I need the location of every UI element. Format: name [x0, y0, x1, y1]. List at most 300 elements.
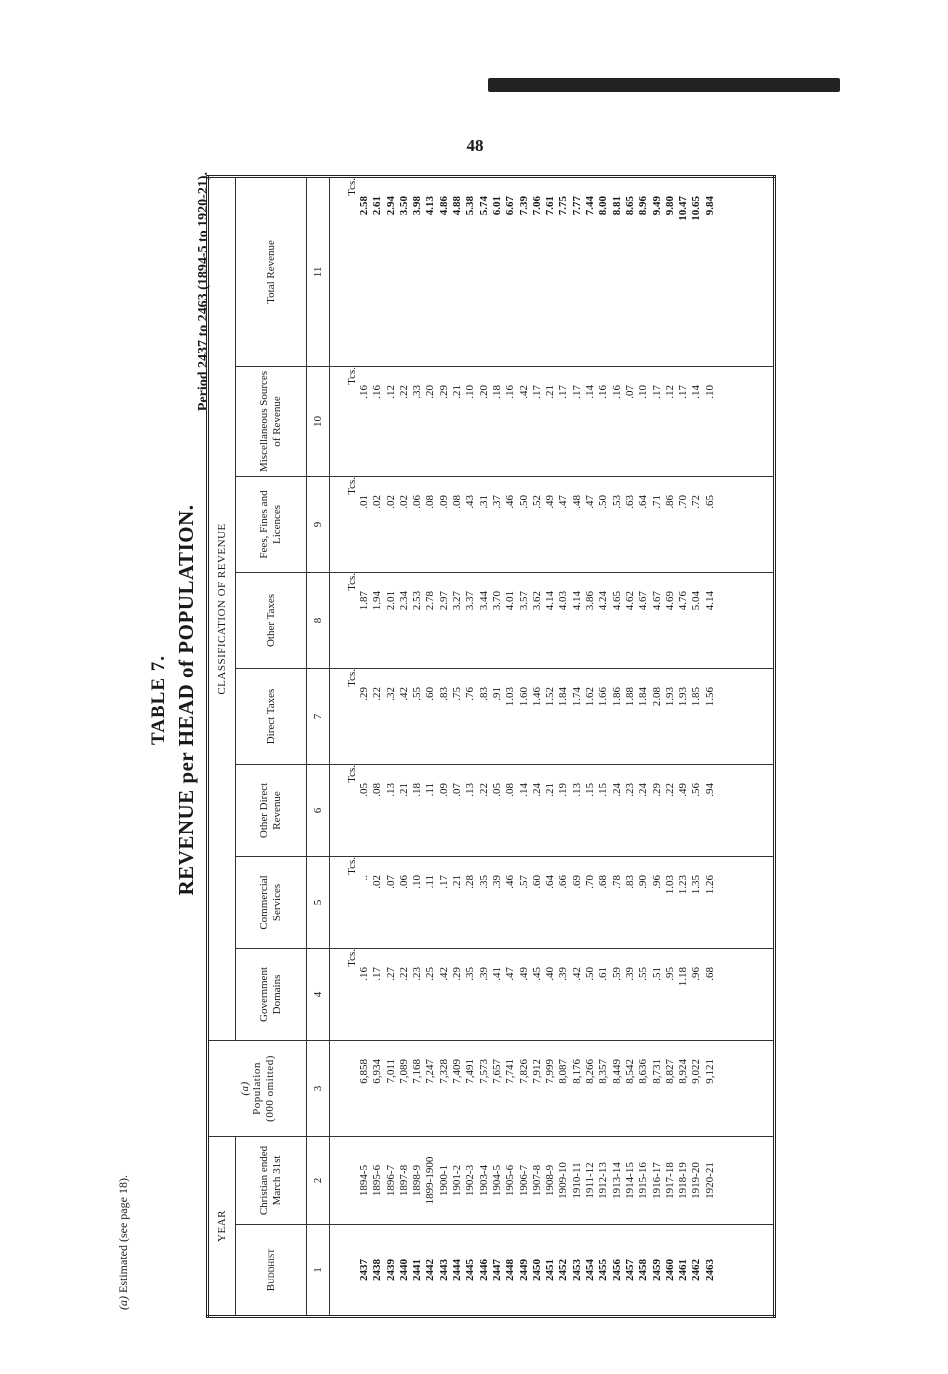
- table-cell: .27: [384, 966, 397, 981]
- table-cell: 2444: [451, 1259, 464, 1281]
- table-cell: 1.87: [358, 590, 370, 611]
- table-cell: .14: [584, 384, 597, 399]
- table-cell: 8.65: [623, 195, 636, 216]
- table-cell: 7,247: [424, 1058, 437, 1084]
- table-cell: .70: [584, 874, 597, 889]
- table-title: REVENUE per HEAD of POPULATION.: [174, 504, 198, 896]
- table-cell: .75: [451, 686, 464, 701]
- table-cell: .42: [437, 966, 450, 981]
- table-cell: .02: [371, 494, 384, 509]
- table-cell: 8,266: [584, 1058, 597, 1084]
- table-cell: .22: [397, 966, 410, 981]
- table-cell: 8,827: [663, 1058, 676, 1084]
- christian-header: Christian ended March 31st: [236, 1136, 307, 1224]
- table-cell: .17: [557, 384, 570, 399]
- table-cell: 1910-11: [570, 1162, 583, 1199]
- table-cell: .59: [610, 966, 623, 981]
- table-cell: .12: [663, 384, 676, 399]
- table-cell: 2.97: [437, 590, 450, 611]
- table-cell: ..: [358, 874, 370, 881]
- table-cell: .18: [411, 782, 424, 797]
- col-number: 2: [307, 1136, 330, 1224]
- table-cell: .83: [623, 874, 636, 889]
- table-cell: 1.94: [371, 590, 384, 611]
- table-cell: 1904-5: [490, 1164, 503, 1197]
- table-cell: .16: [358, 966, 370, 981]
- table-cell: 1905-6: [504, 1164, 517, 1197]
- table-cell: 6,858: [358, 1058, 370, 1084]
- table-cell: 1.66: [597, 686, 610, 707]
- table-cell: .91: [490, 686, 503, 701]
- table-cell: .18: [490, 384, 503, 399]
- table-cell: .10: [637, 384, 650, 399]
- table-cell: 8,087: [557, 1058, 570, 1084]
- table-cell: .12: [384, 384, 397, 399]
- table-cell: .45: [530, 966, 543, 981]
- table-cell: 1.26: [703, 874, 716, 895]
- table-cell: 1906-7: [517, 1164, 530, 1197]
- footnote-text: Estimated (see page 18).: [116, 1175, 130, 1293]
- table-cell: 7,168: [411, 1058, 424, 1084]
- table-cell: 2454: [584, 1259, 597, 1281]
- col-number: 7: [307, 668, 330, 764]
- table-cell: 1901-2: [451, 1164, 464, 1197]
- table-cell: 4.03: [557, 590, 570, 611]
- table-cell: .60: [424, 686, 437, 701]
- table-cell: .29: [650, 782, 663, 797]
- table-cell: 1908-9: [544, 1164, 557, 1197]
- table-cell: 4.62: [623, 590, 636, 611]
- table-cell: 1.86: [610, 686, 623, 707]
- table-cell: .17: [650, 384, 663, 399]
- population-unit: (000 omitted): [263, 1055, 276, 1122]
- table-cell: .76: [464, 686, 477, 701]
- classification-group-header: CLASSIFICATION OF REVENUE: [208, 176, 236, 1040]
- table-cell: 1909-10: [557, 1162, 570, 1199]
- table-cell: .16: [610, 384, 623, 399]
- table-cell: 3.86: [584, 590, 597, 611]
- table-cell: .16: [371, 384, 384, 399]
- table-cell: 4.76: [677, 590, 690, 611]
- table-cell: .35: [464, 966, 477, 981]
- table-cell: 1897-8: [397, 1164, 410, 1197]
- table-cell: 2.58: [358, 195, 370, 216]
- table-cell: .10: [703, 384, 716, 399]
- table-cell: .17: [570, 384, 583, 399]
- table-cell: 3.27: [451, 590, 464, 611]
- population-column: [358, 1041, 717, 1136]
- col-number: 8: [307, 572, 330, 668]
- table-cell: 7,011: [384, 1058, 397, 1084]
- table-cell: 4.88: [451, 195, 464, 216]
- table-cell: .49: [677, 782, 690, 797]
- table-cell: 3.62: [530, 590, 543, 611]
- table-cell: .16: [358, 384, 370, 399]
- table-cell: 1.84: [637, 686, 650, 707]
- unit-label: Tcs.: [330, 572, 359, 668]
- table-cell: 2441: [411, 1259, 424, 1281]
- table-cell: 2447: [490, 1259, 503, 1281]
- top-header-bar: [488, 78, 840, 92]
- table-cell: 1.35: [690, 874, 703, 895]
- table-cell: 8,357: [597, 1058, 610, 1084]
- table-cell: .21: [544, 384, 557, 399]
- table-cell: .64: [544, 874, 557, 889]
- table-cell: 4.65: [610, 590, 623, 611]
- table-cell: .90: [637, 874, 650, 889]
- table-cell: 5.04: [690, 590, 703, 611]
- table-cell: .29: [451, 966, 464, 981]
- table-cell: 1.74: [570, 686, 583, 707]
- table-cell: 2456: [610, 1259, 623, 1281]
- table-cell: 1.23: [677, 874, 690, 895]
- population-mark: (a): [238, 1081, 251, 1096]
- table-cell: 3.50: [397, 195, 410, 216]
- table-cell: .17: [677, 384, 690, 399]
- table-cell: 4.14: [703, 590, 716, 611]
- table-cell: 7.06: [530, 195, 543, 216]
- table-cell: 1895-6: [371, 1164, 384, 1197]
- table-cell: 1899-1900: [424, 1156, 437, 1205]
- table-cell: .16: [597, 384, 610, 399]
- table-cell: 7,826: [517, 1058, 530, 1084]
- table-cell: .14: [517, 782, 530, 797]
- table-cell: 2.08: [650, 686, 663, 707]
- table-cell: 4.86: [437, 195, 450, 216]
- table-cell: .56: [690, 782, 703, 797]
- table-cell: .21: [451, 874, 464, 889]
- table-cell: 4.67: [650, 590, 663, 611]
- table-cell: 8,176: [570, 1058, 583, 1084]
- table-cell: 2.53: [411, 590, 424, 611]
- table-cell: .53: [610, 494, 623, 509]
- table-cell: .50: [517, 494, 530, 509]
- table-cell: .10: [411, 874, 424, 889]
- data-body-row: [358, 176, 775, 1316]
- table-cell: .29: [358, 686, 370, 701]
- table-cell: .13: [464, 782, 477, 797]
- table-cell: 1898-9: [411, 1164, 424, 1197]
- table-cell: 8,449: [610, 1058, 623, 1084]
- table-cell: .68: [703, 966, 716, 981]
- table-cell: 2452: [557, 1259, 570, 1281]
- table-cell: .49: [544, 494, 557, 509]
- table-cell: 4.14: [570, 590, 583, 611]
- table-cell: .46: [504, 874, 517, 889]
- table-cell: 1894-5: [358, 1164, 370, 1197]
- table-cell: 2445: [464, 1259, 477, 1281]
- table-cell: 1.60: [517, 686, 530, 707]
- table-cell: .51: [650, 966, 663, 981]
- table-cell: 2448: [504, 1259, 517, 1281]
- table-cell: .31: [477, 494, 490, 509]
- table-cell: .78: [610, 874, 623, 889]
- table-cell: 2462: [690, 1259, 703, 1281]
- table-cell: .55: [411, 686, 424, 701]
- other-direct-revenue-header: Other Direct Revenue: [236, 764, 307, 856]
- table-cell: .57: [517, 874, 530, 889]
- table-cell: .01: [358, 494, 370, 509]
- table-cell: 2438: [371, 1259, 384, 1281]
- table-cell: 1.03: [504, 686, 517, 707]
- col-number: 4: [307, 948, 330, 1040]
- table-label: TABLE 7.: [148, 655, 169, 746]
- table-cell: 1.93: [677, 686, 690, 707]
- table-cell: 7.39: [517, 195, 530, 216]
- table-cell: .35: [477, 874, 490, 889]
- table-cell: .33: [411, 384, 424, 399]
- table-cell: 7,491: [464, 1058, 477, 1084]
- table-cell: 9,022: [690, 1058, 703, 1084]
- christian-year-column: [358, 1137, 717, 1224]
- table-cell: .11: [424, 782, 437, 797]
- fees-fines-header: Fees, Fines and Licences: [236, 476, 307, 572]
- unit-row: [330, 176, 359, 1316]
- table-cell: 1919-20: [690, 1162, 703, 1199]
- table-cell: 2463: [703, 1259, 716, 1281]
- table-cell: 1.52: [544, 686, 557, 707]
- year-group-header: YEAR: [208, 1136, 236, 1316]
- table-cell: .65: [703, 494, 716, 509]
- table-cell: 2451: [544, 1259, 557, 1281]
- table-cell: 8,636: [637, 1058, 650, 1084]
- table-cell: 1900-1: [437, 1164, 450, 1197]
- misc-sources-header: Miscellaneous Sources of Revenue: [236, 366, 307, 476]
- table-cell: 5.74: [477, 195, 490, 216]
- table-cell: .10: [464, 384, 477, 399]
- government-domains-header: Government Domains: [236, 948, 307, 1040]
- table-cell: 7,741: [504, 1058, 517, 1084]
- table-cell: 1896-7: [384, 1164, 397, 1197]
- table-cell: 9,121: [703, 1058, 716, 1084]
- government-domains-column: [358, 949, 717, 1040]
- table-cell: 7.61: [544, 195, 557, 216]
- table-cell: 1.03: [663, 874, 676, 895]
- table-cell: 8.00: [597, 195, 610, 216]
- table-cell: .07: [384, 874, 397, 889]
- col-number: 9: [307, 476, 330, 572]
- table-cell: 8.81: [610, 195, 623, 216]
- table-cell: 1.56: [703, 686, 716, 707]
- table-cell: .63: [623, 494, 636, 509]
- table-cell: 1916-17: [650, 1162, 663, 1199]
- table-cell: 3.70: [490, 590, 503, 611]
- table-cell: .83: [477, 686, 490, 701]
- table-cell: .50: [584, 966, 597, 981]
- table-cell: 9.49: [650, 195, 663, 216]
- table-cell: .22: [477, 782, 490, 797]
- population-label: Population: [251, 1062, 264, 1115]
- table-cell: 2437: [358, 1259, 370, 1281]
- col-number: 10: [307, 366, 330, 476]
- table-cell: .02: [397, 494, 410, 509]
- table-cell: .06: [411, 494, 424, 509]
- table-cell: .09: [437, 782, 450, 797]
- table-cell: .15: [597, 782, 610, 797]
- table-cell: 8,731: [650, 1058, 663, 1084]
- unit-label: Tcs.: [330, 668, 359, 764]
- table-cell: .17: [530, 384, 543, 399]
- table-cell: .28: [464, 874, 477, 889]
- table-cell: 3.57: [517, 590, 530, 611]
- table-cell: 1.85: [690, 686, 703, 707]
- other-taxes-header: Other Taxes: [236, 572, 307, 668]
- table-cell: .83: [437, 686, 450, 701]
- table-cell: .39: [477, 966, 490, 981]
- table-cell: .21: [544, 782, 557, 797]
- table-cell: .41: [490, 966, 503, 981]
- table-cell: 1.46: [530, 686, 543, 707]
- table-cell: .20: [477, 384, 490, 399]
- table-cell: 2.34: [397, 590, 410, 611]
- table-cell: .42: [397, 686, 410, 701]
- table-cell: .68: [597, 874, 610, 889]
- table-cell: .69: [570, 874, 583, 889]
- table-cell: .08: [451, 494, 464, 509]
- table-cell: 2458: [637, 1259, 650, 1281]
- table-cell: .24: [637, 782, 650, 797]
- table-cell: .72: [690, 494, 703, 509]
- buddhist-header: Buddhist: [236, 1225, 307, 1317]
- table-cell: .08: [371, 782, 384, 797]
- table-cell: 2443: [437, 1259, 450, 1281]
- table-cell: .96: [650, 874, 663, 889]
- total-revenue-header: Total Revenue: [236, 176, 307, 366]
- table-cell: 4.13: [424, 195, 437, 216]
- footnote: [116, 1010, 131, 1310]
- table-cell: 7,409: [451, 1058, 464, 1084]
- table-cell: 6,934: [371, 1058, 384, 1084]
- table-cell: 2460: [663, 1259, 676, 1281]
- table-cell: 7.75: [557, 195, 570, 216]
- table-cell: 2.01: [384, 590, 397, 611]
- table-cell: 4.01: [504, 590, 517, 611]
- table-cell: .20: [424, 384, 437, 399]
- col-number: 3: [307, 1040, 330, 1136]
- table-cell: 9.80: [663, 195, 676, 216]
- table-cell: 4.24: [597, 590, 610, 611]
- table-cell: .07: [623, 384, 636, 399]
- table-cell: 8,924: [677, 1058, 690, 1084]
- table-cell: .49: [517, 966, 530, 981]
- table-cell: 1.18: [677, 966, 690, 987]
- table-cell: .86: [663, 494, 676, 509]
- table-cell: .13: [384, 782, 397, 797]
- other-taxes-column: [358, 573, 717, 668]
- table-cell: .16: [504, 384, 517, 399]
- table-cell: .64: [637, 494, 650, 509]
- table-cell: .17: [437, 874, 450, 889]
- unit-label: Tcs.: [330, 948, 359, 1040]
- table-cell: 7,328: [437, 1058, 450, 1084]
- table-cell: .50: [597, 494, 610, 509]
- table-cell: .25: [424, 966, 437, 981]
- table-cell: .70: [677, 494, 690, 509]
- table-cell: .22: [663, 782, 676, 797]
- table-cell: .08: [504, 782, 517, 797]
- table-cell: 1915-16: [637, 1162, 650, 1199]
- table-cell: .24: [610, 782, 623, 797]
- table-cell: .11: [424, 874, 437, 889]
- table-cell: 1911-12: [584, 1162, 597, 1199]
- table-cell: 2.78: [424, 590, 437, 611]
- table-cell: 1902-3: [464, 1164, 477, 1197]
- table-cell: 2439: [384, 1259, 397, 1281]
- column-header-row: [236, 176, 307, 1316]
- table-cell: 2453: [570, 1259, 583, 1281]
- footnote-label: (a): [116, 1296, 130, 1310]
- title-block: [148, 490, 199, 910]
- page-number: 48: [466, 136, 484, 155]
- table-cell: 3.37: [464, 590, 477, 611]
- col-number: 11: [307, 176, 330, 366]
- table-cell: 1920-21: [703, 1162, 716, 1199]
- table-cell: .48: [570, 494, 583, 509]
- table-cell: 1903-4: [477, 1164, 490, 1197]
- table-cell: 4.67: [637, 590, 650, 611]
- table-cell: .09: [437, 494, 450, 509]
- table-cell: .14: [690, 384, 703, 399]
- table-cell: 2450: [530, 1259, 543, 1281]
- table-cell: 1914-15: [623, 1162, 636, 1199]
- table-cell: 7.77: [570, 195, 583, 216]
- table-cell: .39: [490, 874, 503, 889]
- table-cell: .71: [650, 494, 663, 509]
- table-cell: 6.01: [490, 195, 503, 216]
- table-cell: 2440: [397, 1259, 410, 1281]
- table-cell: .23: [623, 782, 636, 797]
- group-header-row: [208, 176, 236, 1316]
- table-cell: .95: [663, 966, 676, 981]
- population-header: [208, 1040, 307, 1136]
- table-cell: .29: [437, 384, 450, 399]
- table-cell: 1907-8: [530, 1164, 543, 1197]
- table-cell: .66: [557, 874, 570, 889]
- table-cell: 2.94: [384, 195, 397, 216]
- commercial-services-header: Commercial Services: [236, 856, 307, 948]
- table-cell: .96: [690, 966, 703, 981]
- direct-taxes-header: Direct Taxes: [236, 668, 307, 764]
- table-cell: 10.65: [690, 195, 703, 221]
- table-cell: 7,999: [544, 1058, 557, 1084]
- table-cell: .52: [530, 494, 543, 509]
- col-number: 6: [307, 764, 330, 856]
- unit-label: Tcs.: [330, 176, 359, 366]
- table-cell: 2442: [424, 1259, 437, 1281]
- column-number-row: [307, 176, 330, 1316]
- direct-taxes-column: [358, 669, 717, 764]
- col-number: 1: [307, 1225, 330, 1317]
- table-cell: .60: [530, 874, 543, 889]
- total-revenue-column: [358, 178, 717, 366]
- table-cell: .17: [371, 966, 384, 981]
- table-cell: .02: [371, 874, 384, 889]
- table-cell: .37: [490, 494, 503, 509]
- table-cell: .47: [504, 966, 517, 981]
- table-cell: 1.93: [663, 686, 676, 707]
- table-cell: 4.14: [544, 590, 557, 611]
- table-cell: .02: [384, 494, 397, 509]
- table-cell: 7,912: [530, 1058, 543, 1084]
- table-cell: 2455: [597, 1259, 610, 1281]
- table-cell: .05: [358, 782, 370, 797]
- table-cell: 8,542: [623, 1058, 636, 1084]
- table-cell: .39: [557, 966, 570, 981]
- table-cell: .21: [397, 782, 410, 797]
- col-number: 5: [307, 856, 330, 948]
- table-cell: .61: [597, 966, 610, 981]
- table-cell: 7,657: [490, 1058, 503, 1084]
